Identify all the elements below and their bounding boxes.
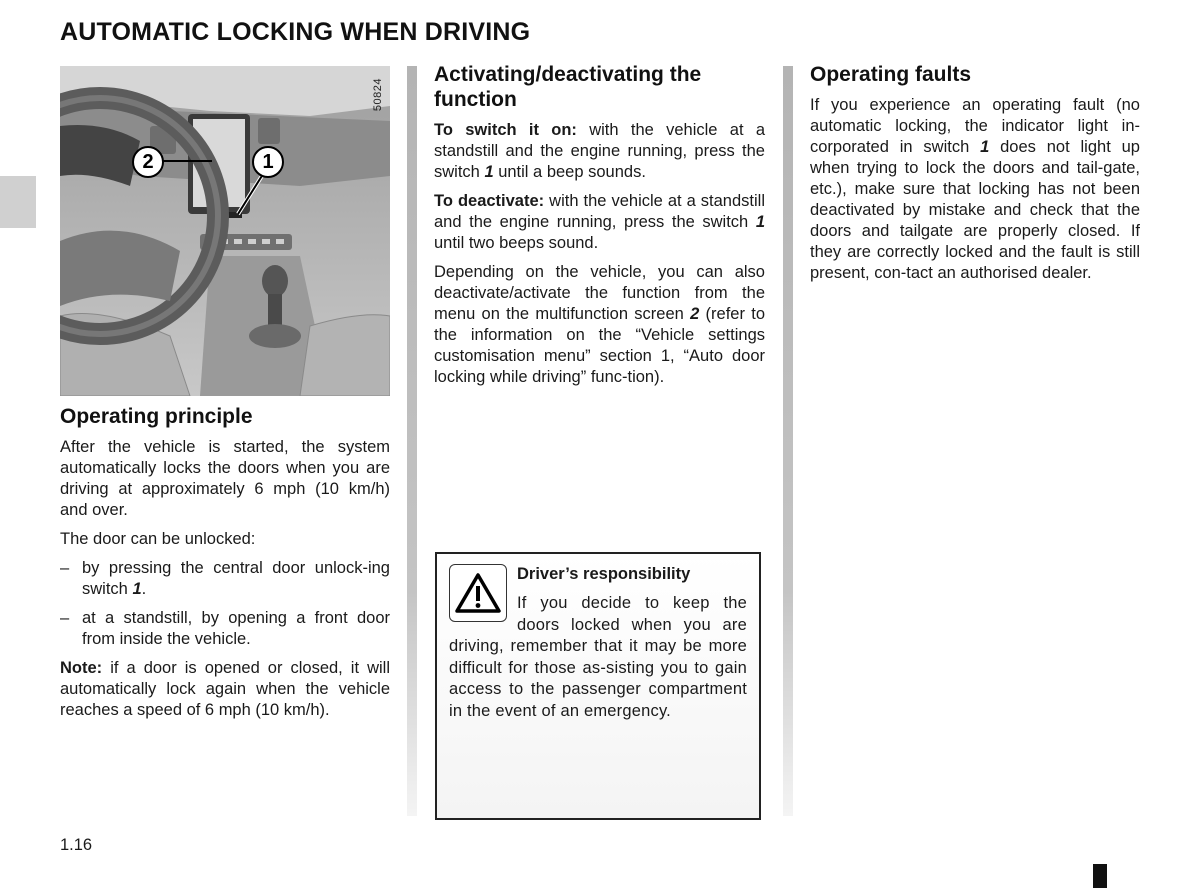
note-label: Note: xyxy=(60,659,103,677)
left-column xyxy=(60,60,390,729)
unlock-methods-list xyxy=(60,558,390,650)
middle-column xyxy=(434,62,765,396)
warning-text: If you decide to keep the doors locked when you are driving, remember that it may be more difficult for those as-sisting you to gain access to the passenger compartment in the event of an emergency. xyxy=(449,594,747,720)
warning-title: Driver’s responsibility xyxy=(517,565,691,583)
operating-principle-paragraph: After the vehicle is started, the system automatically locks the doors when you are driving at approximately 6 mph (10 km/h) and over. xyxy=(60,438,390,519)
deactivate-paragraph: To deactivate: with the vehicle at a standstill and the engine running, press the switch 1 until two beeps sound. xyxy=(434,192,765,252)
right-column xyxy=(810,62,1140,292)
page-edge-marker xyxy=(1093,864,1107,888)
note-paragraph: Note: if a door is opened or closed, it will automatically lock again when the vehicle reaches a speed of 6 mph (10 km/h). xyxy=(60,659,390,719)
multifunction-screen-paragraph: Depending on the vehicle, you can also deactivate/activate the function from the menu on the multifunction screen 2 (refer to the information on the “Vehicle settings customisation menu” section 1, “Auto door locking while driving” func-tion). xyxy=(434,263,765,386)
operating-faults-paragraph: If you experience an operating fault (no automatic locking, the indicator light in-corporated in switch 1 does not light up when trying to lock the doors and tail-gate, etc.), make sure that locking has not been deactivated by mistake and check that the doors and tailgate are properly closed. If they are correctly locked and the fault is still present, con-tact an authorised dealer. xyxy=(810,96,1140,282)
column-divider-left xyxy=(407,66,417,816)
callout-1: 1 xyxy=(252,146,284,178)
page-number: 1.16 xyxy=(60,836,93,854)
chapter-tab xyxy=(0,176,36,228)
car-interior-drawing xyxy=(60,66,390,396)
operating-principle-heading: Operating principle xyxy=(60,405,253,428)
page-title: AUTOMATIC LOCKING WHEN DRIVING xyxy=(60,18,531,46)
warning-triangle-icon xyxy=(449,564,507,622)
driver-responsibility-warning xyxy=(435,552,761,820)
switch-on-paragraph: To switch it on: with the vehicle at a standstill and the engine running, press the switch 1 until a beep sounds. xyxy=(434,121,766,181)
list-item: – by pressing the central door unlock-ing switch 1. xyxy=(60,559,390,598)
figure-reference-code: 50824 xyxy=(372,78,384,112)
dashboard-illustration xyxy=(60,66,390,396)
callout-2: 2 xyxy=(132,146,164,178)
unlock-intro: The door can be unlocked: xyxy=(60,530,256,548)
list-item: – at a standstill, by opening a front door from inside the vehicle. xyxy=(60,609,390,648)
column-divider-right xyxy=(783,66,793,816)
operating-faults-heading: Operating faults xyxy=(810,63,972,86)
activating-heading: Activating/deactivating the function xyxy=(434,63,702,111)
